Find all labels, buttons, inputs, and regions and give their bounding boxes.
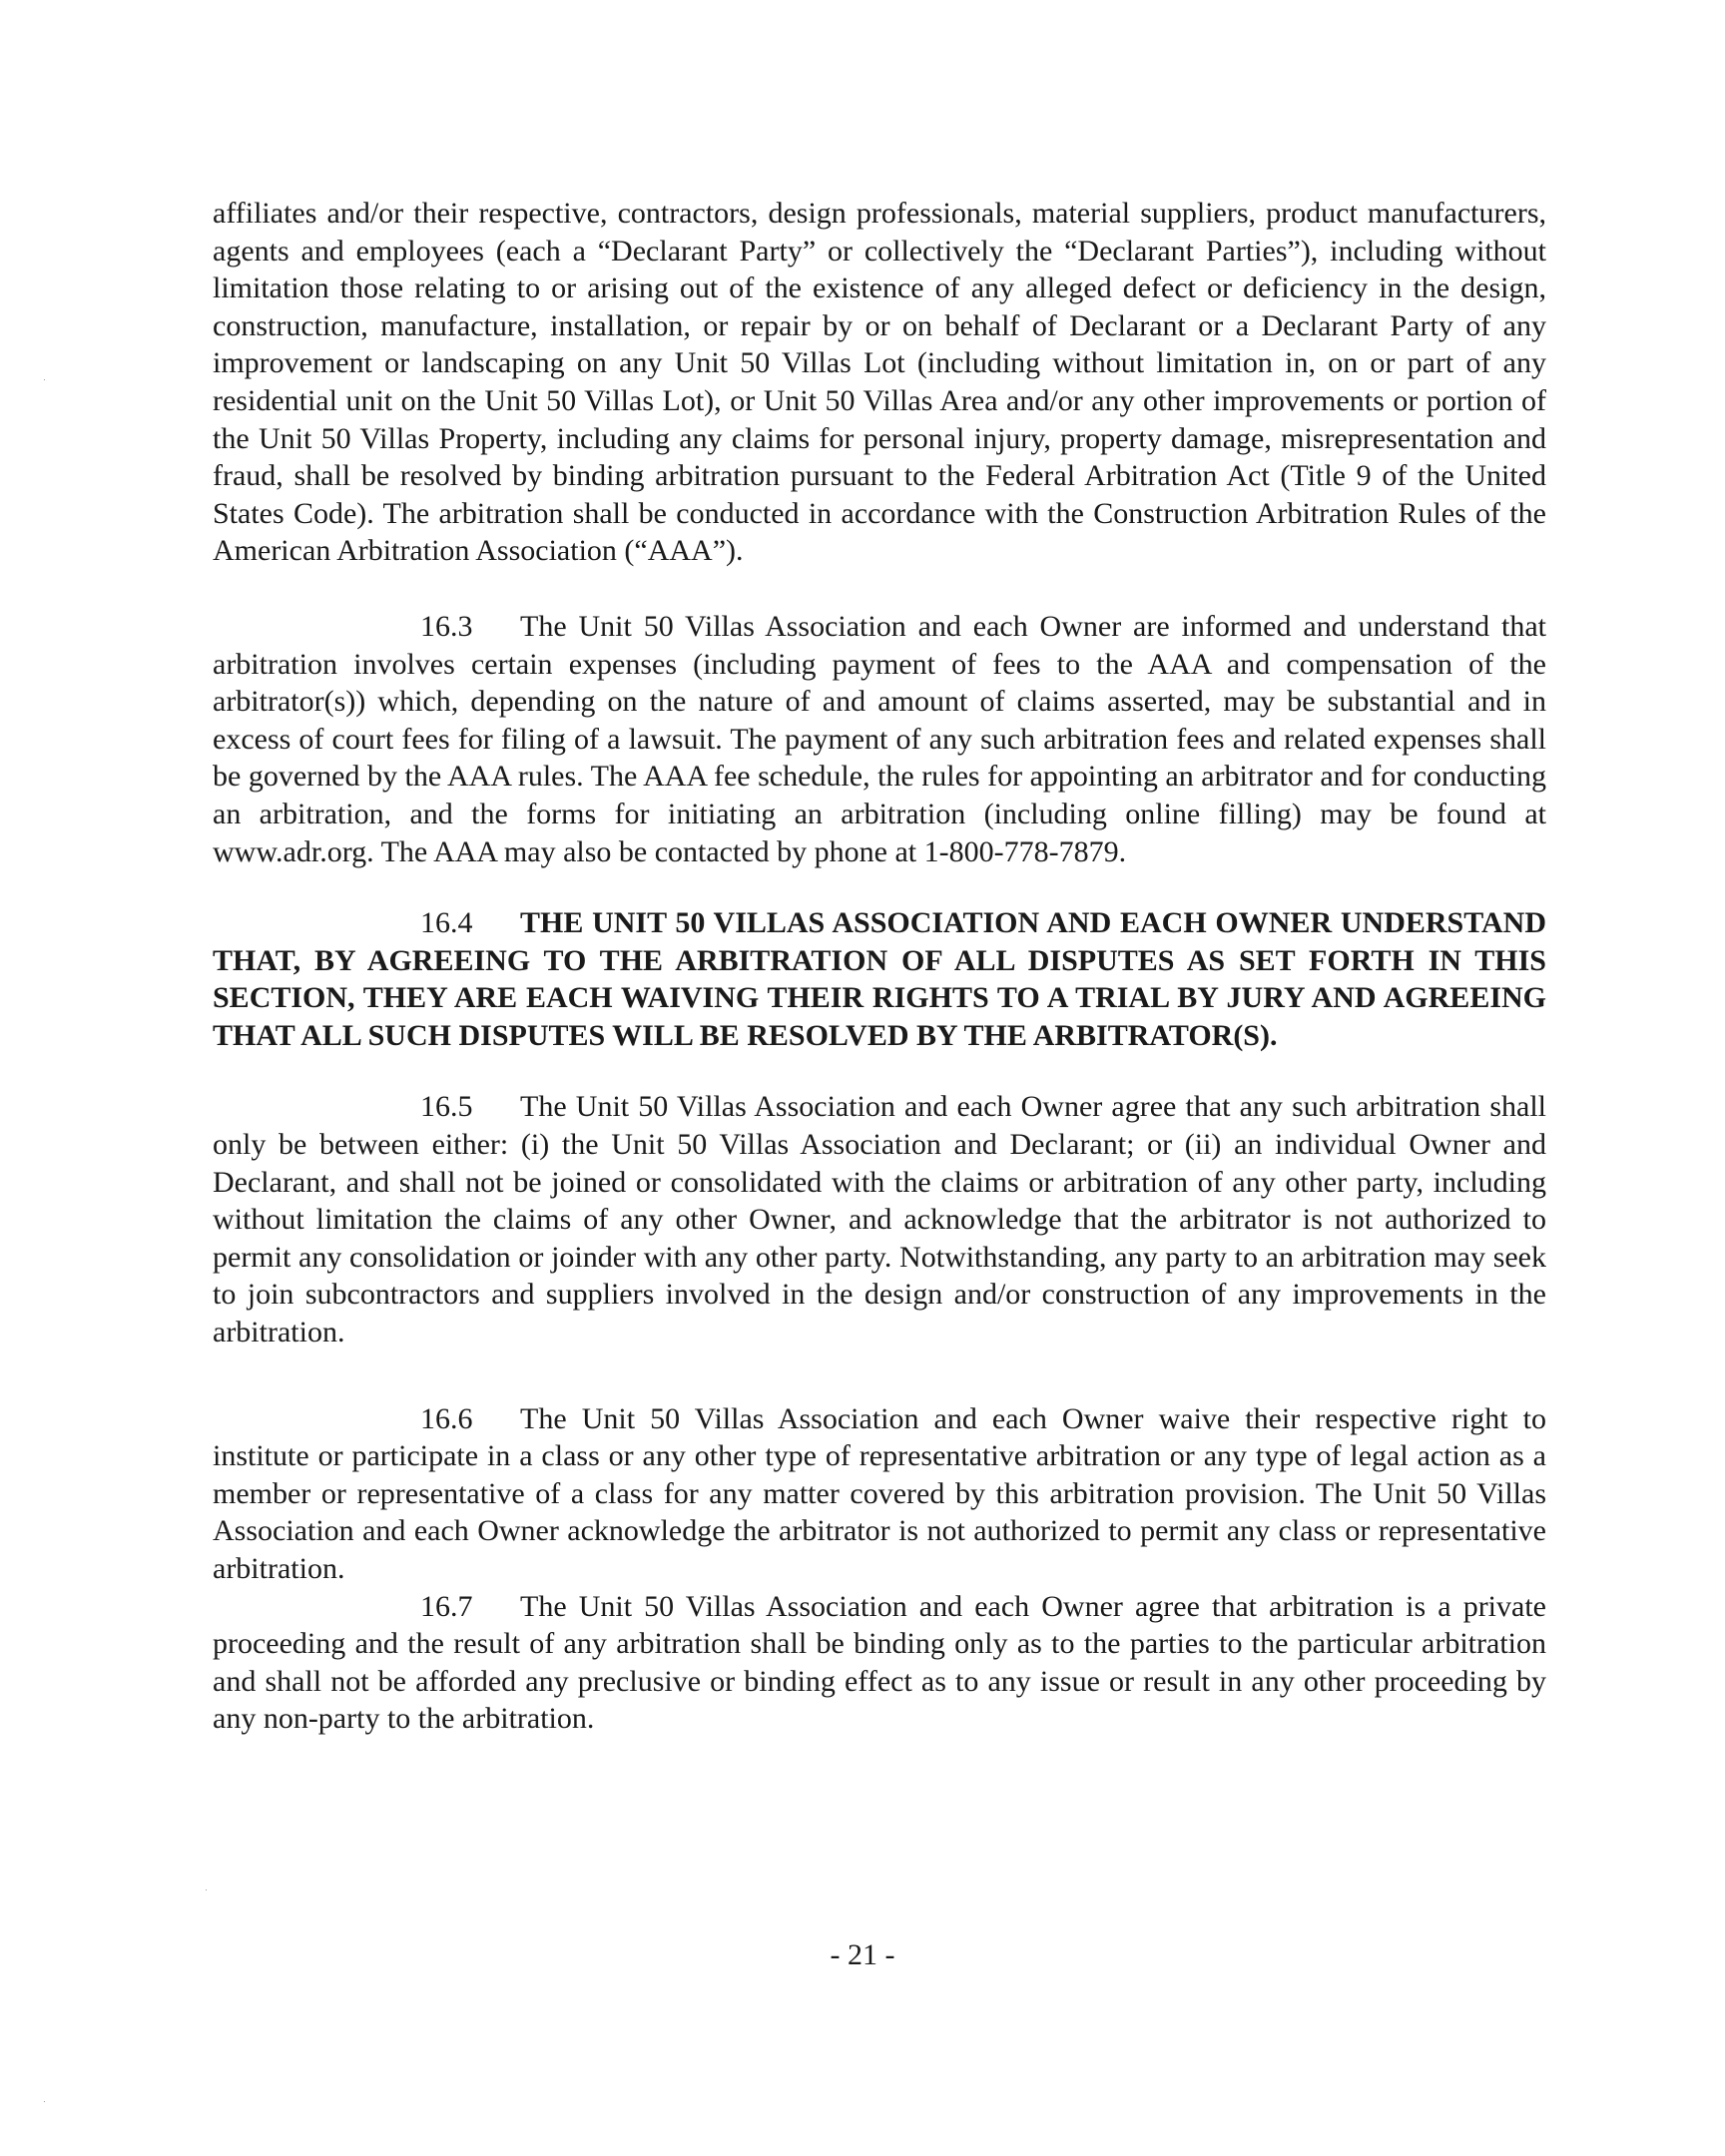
scan-speck xyxy=(44,2101,45,2102)
section-number: 16.4 xyxy=(420,906,473,940)
scan-speck xyxy=(206,1889,207,1890)
section-16-3 xyxy=(213,608,1546,870)
section-text: The Unit 50 Villas Association and each Owner agree that any such arbitration shall only be between either: (i) the Unit 50 Villas Association and Declarant; or (ii) an individual Owner and Declarant, and shall not be joined or consolidated with the claims or arbitration of any other party, including without limitation the claims of any other Owner, and acknowledge that the arbitrator is not authorized to permit any consolidation or joinder with any other party. Notwithstanding, any party to an arbitration may seek to join subcontractors and suppliers involved in the design and/or construction of any improvements in the arbitration. xyxy=(213,1090,1546,1349)
section-number: 16.6 xyxy=(420,1401,473,1435)
section-number: 16.3 xyxy=(420,609,473,643)
section-text: The Unit 50 Villas Association and each Owner waive their respective right to institute or participate in a class or any other type of representative arbitration or any type of legal action as a member or representative of a class for any matter covered by this arbitration provision. The Unit 50 Villas Association and each Owner acknowledge the arbitrator is not authorized to permit any class or representative arbitration. xyxy=(213,1401,1546,1585)
scan-speck xyxy=(44,379,45,380)
document-body xyxy=(213,195,1546,1738)
section-number: 16.5 xyxy=(420,1090,473,1124)
page-number: - 21 - xyxy=(830,1938,895,1971)
section-text: The Unit 50 Villas Association and each Owner are informed and understand that arbitration involves certain expenses (including payment of fees to the AAA and compensation of the arbitrator(s)) which, depending on the nature of and amount of claims asserted, may be substantial and in excess of court fees for filing of a lawsuit. The payment of any such arbitration fees and related expenses shall be governed by the AAA rules. The AAA fee schedule, the rules for appointing an arbitrator and for conducting an arbitration, and the forms for initiating an arbitration (including online filling) may be found at www.adr.org. The AAA may also be contacted by phone at 1-800-778-7879. xyxy=(213,609,1546,868)
section-number: 16.7 xyxy=(420,1589,473,1623)
section-16-6 xyxy=(213,1400,1546,1588)
section-16-7 xyxy=(213,1588,1546,1738)
section-16-5 xyxy=(213,1088,1546,1350)
section-16-4 xyxy=(213,904,1546,1054)
section-text: The Unit 50 Villas Association and each Owner agree that arbitration is a private proceeding and the result of any arbitration shall be binding only as to the parties to the particular arbitration and shall not be afforded any preclusive or binding effect as to any issue or result in any other proceeding by any non-party to the arbitration. xyxy=(213,1589,1546,1736)
intro-paragraph: affiliates and/or their respective, contractors, design professionals, material suppliers, product manufacturers, agents and employees (each a “Declarant Party” or collectively the “Declarant Parties”), including without limitation those relating to or arising out of the existence of any alleged defect or deficiency in the design, construction, manufacture, installation, or repair by or on behalf of Declarant or a Declarant Party of any improvement or landscaping on any Unit 50 Villas Lot (including without limitation in, on or part of any residential unit on the Unit 50 Villas Lot), or Unit 50 Villas Area and/or any other improvements or portion of the Unit 50 Villas Property, including any claims for personal injury, property damage, misrepresentation and fraud, shall be resolved by binding arbitration pursuant to the Federal Arbitration Act (Title 9 of the United States Code). The arbitration shall be conducted in accordance with the Construction Arbitration Rules of the American Arbitration Association (“AAA”). xyxy=(213,197,1546,568)
section-text-bold: THE UNIT 50 VILLAS ASSOCIATION AND EACH OWNER UNDERSTAND THAT, BY AGREEING TO THE ARBITRATION OF ALL DISPUTES AS SET FORTH IN THIS SECTION, THEY ARE EACH WAIVING THEIR RIGHTS TO A TRIAL BY JURY AND AGREEING THAT ALL SUCH DISPUTES WILL BE RESOLVED BY THE ARBITRATOR(S). xyxy=(213,906,1546,1052)
